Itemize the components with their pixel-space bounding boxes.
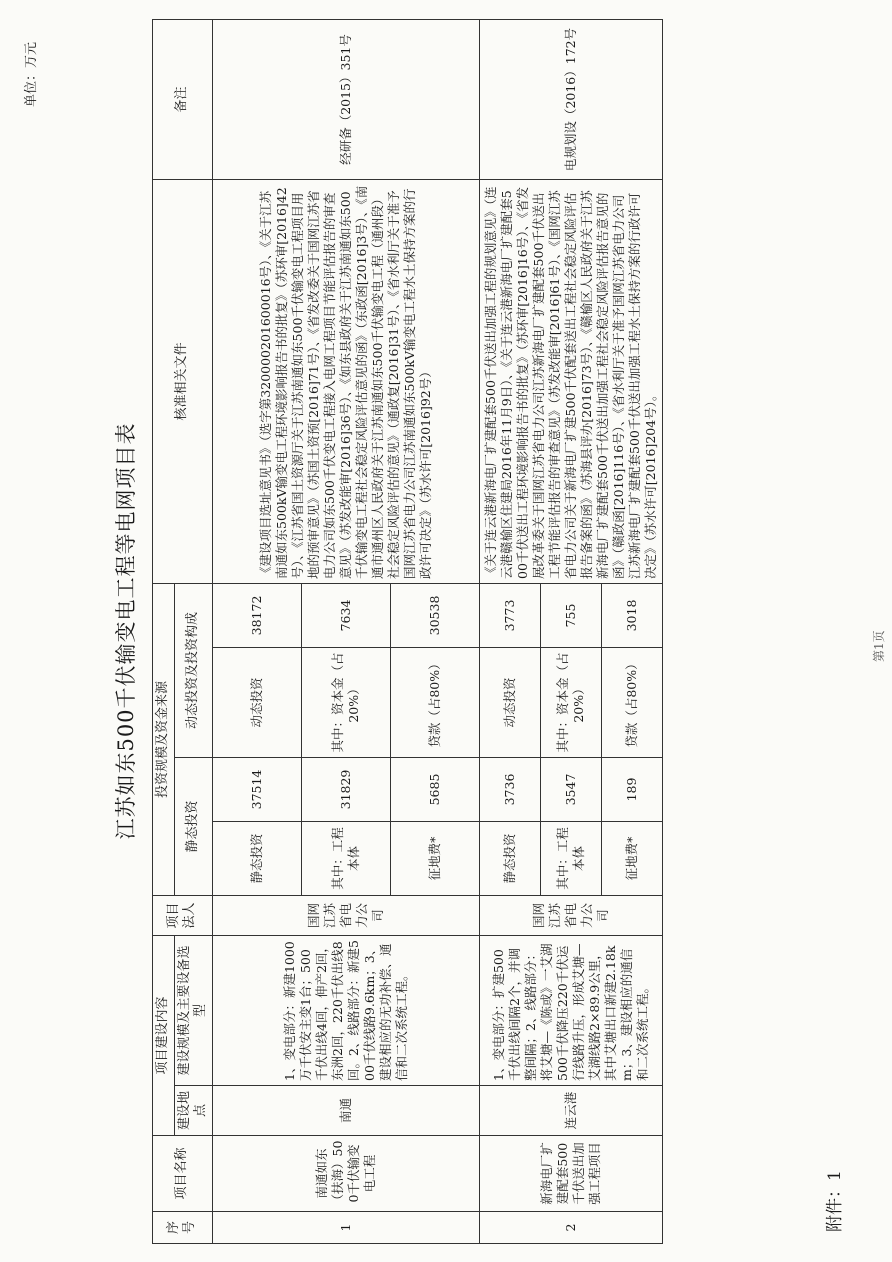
project-1-location: 南通 <box>212 1086 479 1136</box>
project-2-location: 连云港 <box>479 1086 662 1136</box>
project-2-loan-value: 3018 <box>601 583 662 647</box>
header-project-name: 项目名称 <box>153 1136 213 1212</box>
project-2-static-sub-value: 3547 <box>540 757 601 821</box>
project-1-land-label: 征地费* <box>390 821 479 895</box>
project-2-legal-person: 国网江苏省电力公司 <box>479 895 662 935</box>
header-location: 建设地点 <box>174 1086 212 1136</box>
project-2-dynamic-label: 动态投资 <box>479 647 540 757</box>
page-title: 江苏如东500千伏输变电工程等电网项目表 <box>114 422 138 840</box>
project-1-capital-value: 7634 <box>301 583 390 647</box>
project-2-loan-label: 贷款（占80%） <box>601 647 662 757</box>
project-1-static-value: 37514 <box>212 757 301 821</box>
project-2-remarks: 电规划设（2016）172号 <box>479 19 662 179</box>
project-1-static-sub-value: 31829 <box>301 757 390 821</box>
project-1-loan-label: 贷款（占80%） <box>390 647 479 757</box>
project-1-loan-value: 30538 <box>390 583 479 647</box>
project-1-name: 南通如东（扶海）500千伏输变电工程 <box>212 1136 479 1212</box>
project-1-dynamic-label: 动态投资 <box>212 647 301 757</box>
header-dynamic-investment: 动态投资及投资构成 <box>174 583 212 757</box>
project-2-static-value: 3736 <box>479 757 540 821</box>
project-1-remarks: 经研备（2015）351号 <box>212 19 479 179</box>
project-1-seq: 1 <box>212 1212 479 1244</box>
unit-label: 单位：万元 <box>24 41 39 107</box>
project-1-approval: 《建设项目选址意见书》（选字第320000201600016号）、《关于江苏南通如东500kV输变电工程环境影响报告书的批复》（苏环审[2016]42号）、《江苏省国土资源厅关于江苏南通如东500千伏输变电工程项目用地的预审意见》（苏国土资预[2016]71号）、《省发改委关于国网江苏省电力公司如东500千伏变电工程接入电网工程项目节能评估报告的审查意见》（苏发改能审[2016]36号）、《如东县政府关于江苏南通如东500千伏输变电工程社会稳定风险评估意见的函》（东政函[2016]3号）、《南通市通州区人民政府关于江苏南通如东500千伏输变电工程（通州段）社会稳定风险评估的意见》（通政复[2016]31号）、《省水利厅关于准予国网江苏省电力公司江苏南通如东500kV输变电工程水土保持方案的行政许可决定》（苏水许可[2016]92号） <box>212 179 479 583</box>
header-content-group: 项目建设内容 <box>153 935 175 1135</box>
project-2-seq: 2 <box>479 1212 662 1244</box>
page-number: 第1页 <box>872 630 886 662</box>
project-2-static-sub-label: 其中：工程本体 <box>540 821 601 895</box>
header-remarks: 备注 <box>153 19 213 179</box>
header-static-investment: 静态投资 <box>174 757 212 895</box>
header-investment-group: 投资规模及资金来源 <box>153 583 175 895</box>
project-1-legal-person: 国网江苏省电力公司 <box>212 895 479 935</box>
project-2-approval: 《关于连云港新海电厂扩建配套500千伏送出加强工程的规划意见》（连云港赣榆区住建局2016年11月9日）、《关于连云港新海电厂扩建配套500千伏送出工程环境影响报告书的批复》（苏环审[2016]16号）、《省发展改革委关于国网江苏省电力公司江苏新海电厂扩建配套500千伏送出工程节能评估报告的审查意见》（苏发改能审[2016]61号）、《国网江苏省电力公司关于新海电厂扩建500千伏配套送出工程社会稳定风险评估报告备案的函》（苏海县评办[2016]73号）、《赣榆区人民政府关于江苏新海电厂扩建配套500千伏送出加强工程社会稳定风险评估报告意见的函》（赣政函[2016]116号）、《省水利厅关于准予国网江苏省电力公司江苏新海电厂扩建配套500千伏送出加强工程水土保持方案的行政许可决定》（苏水许可[2016]204号）。 <box>479 179 662 583</box>
project-2-capital-value: 755 <box>540 583 601 647</box>
project-table <box>152 19 663 1244</box>
header-seq: 序号 <box>153 1212 213 1244</box>
project-1-scale: 1、变电部分：新建1000万千伏安主变1台；500千伏出线4回，伸产2回，东洲2回，220千伏出线8回。2、线路部分：新建500千伏线路9.6km；3、建设相应的无功补偿、通信和二次系统工程。 <box>212 935 479 1085</box>
project-2-land-value: 189 <box>601 757 662 821</box>
project-1-static-sub-label: 其中：工程本体 <box>301 821 390 895</box>
header-scale: 建设规模及主要设备选型 <box>174 935 212 1085</box>
project-2-dynamic-value: 3773 <box>479 583 540 647</box>
project-1-static-label: 静态投资 <box>212 821 301 895</box>
header-approval-docs: 核准相关文件 <box>153 179 213 583</box>
project-1-dynamic-value: 38172 <box>212 583 301 647</box>
project-2-static-label: 静态投资 <box>479 821 540 895</box>
project-1-land-value: 5685 <box>390 757 479 821</box>
project-1-capital-label: 其中：资本金（占20%） <box>301 647 390 757</box>
attachment-label: 附件：1 <box>825 1170 845 1232</box>
project-2-scale: 1、变电部分：扩建500千伏出线间隔2个，并调整间隔；2、线路部分：将艾塘—《陈或》一艾湖500千伏降压220千伏运行线路升压，形成艾塘—艾湖线路2×89.9公里，其中艾塘出口新建2.18km；3、建设相应的通信和二次系统工程。 <box>479 935 662 1085</box>
project-2-name: 新海电厂扩建配套500千伏送出加强工程项目 <box>479 1136 662 1212</box>
project-2-capital-label: 其中：资本金（占20%） <box>540 647 601 757</box>
header-legal-person: 项目法人 <box>153 895 213 935</box>
project-2-land-label: 征地费* <box>601 821 662 895</box>
